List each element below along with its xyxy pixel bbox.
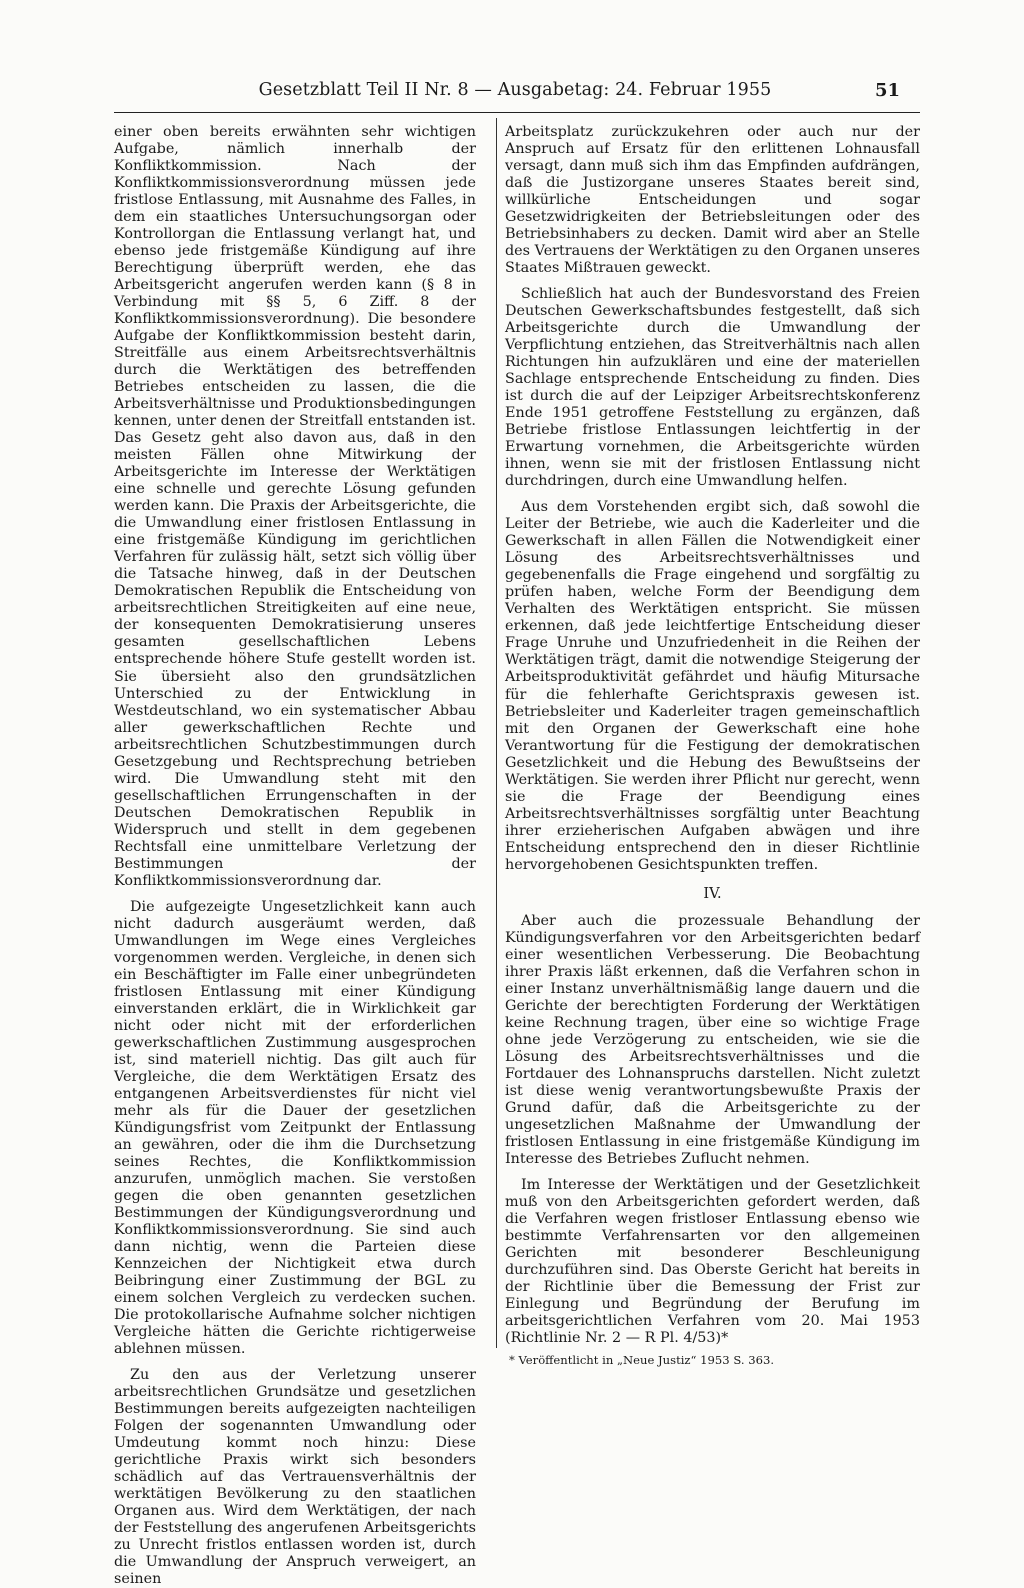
paragraph: einer oben bereits erwähnten sehr wichtigen Aufgabe, nämlich innerhalb der Konfliktkommission. Nach der Konfliktkommissionsverordnung müssen jede fristlose Entlassung, mit Ausnahme des Falles, in dem ein staatliches Untersuchungsorgan oder Kontrollorgan die Entlassung verlangt hat, und ebenso jede fristgemäße Kündigung auf ihre Berechtigung überprüft werden, ehe das Arbeitsgericht angerufen werden kann (§ 8 in Verbindung mit §§ 5, 6 Ziff. 8 der Konfliktkommissionsverordnung). Die besondere Aufgabe der Konfliktkommission besteht darin, Streitfälle aus einem Arbeitsrechtsverhältnis durch die Werktätigen des betreffenden Betriebes entscheiden zu lassen, die die Arbeitsverhältnisse und Produktionsbedingungen kennen, unter denen der Streitfall entstanden ist. Das Gesetz geht also davon aus, daß in den meisten Fällen ohne Mitwirkung der Arbeitsgerichte im Interesse der Werktätigen eine schnelle und gerechte Lösung gefunden werden kann. Die Praxis der Arbeitsgerichte, die die Umwandlung einer fristlosen Entlassung in eine fristgemäße Kündigung im gerichtlichen Verfahren für zulässig hält, setzt sich völlig über die Tatsache hinweg, daß in der Deutschen Demokratischen Republik die Entscheidung von arbeitsrechtlichen Streitigkeiten auf eine neue, der konsequenten Demokratisierung unseres gesamten gesellschaftlichen Lebens entsprechende höhere Stufe gestellt worden ist. Sie übersieht also den grundsätzlichen Unterschied zu der Entwicklung in Westdeutschland, wo ein systematischer Abbau aller gewerkschaftlichen Rechte und arbeitsrechtlichen Schutzbestimmungen durch Gesetzgebung und Rechtsprechung betrieben wird. Die Umwandlung steht mit den gesellschaftlichen Errungenschaften in der Deutschen Demokratischen Republik in Widerspruch und stellt in dem gegebenen Rechtsfall eine unmittelbare Verletzung der Bestimmungen der Konfliktkommissionsverordnung dar. xyxy=(114,124,476,889)
paragraph: Zu den aus der Verletzung unserer arbeitsrechtlichen Grundsätze und gesetzlichen Bestimmungen bereits aufgezeigten nachteiligen Folgen der sogenannten Umwandlung oder Umdeutung kommt noch hinzu: Diese gerichtliche Praxis wirkt sich besonders schädlich auf das Vertrauensverhältnis der werktätigen Bevölkerung zu den staatlichen Organen aus. Wird dem Werktätigen, der nach der Feststellung des angerufenen Arbeitsgerichts zu Unrecht fristlos entlassen worden ist, durch die Umwandlung der Anspruch verweigert, an seinen xyxy=(114,1367,476,1588)
column-divider xyxy=(496,118,497,1348)
page-header xyxy=(200,80,920,110)
footnote: * Veröffentlicht in „Neue Justiz“ 1953 S. 363. xyxy=(509,1353,775,1368)
page-number: 51 xyxy=(874,80,900,101)
paragraph: Schließlich hat auch der Bundesvorstand des Freien Deutschen Gewerkschaftsbundes festgestellt, daß sich Arbeitsgerichte durch die Umwandlung der Verpflichtung entziehen, das Streitverhältnis nach allen Richtungen hin aufzuklären und eine der materiellen Sachlage entsprechende Entscheidung zu finden. Dies ist durch die auf der Leipziger Arbeitsrechtskonferenz Ende 1951 getroffene Feststellung zu ergänzen, daß Betriebe fristlose Entlassungen leichtfertig in der Erwartung vornehmen, die Arbeitsgerichte würden ihnen, wenn sie mit der fristlosen Entlassung nicht durchdringen, durch eine Umwandlung helfen. xyxy=(505,286,920,490)
right-column xyxy=(505,124,920,1367)
section-heading: IV. xyxy=(703,885,722,902)
paragraph: Die aufgezeigte Ungesetzlichkeit kann auch nicht dadurch ausgeräumt werden, daß Umwandlungen im Wege eines Vergleiches vorgenommen werden. Vergleiche, in denen sich ein Beschäftigter im Falle einer unbegründeten fristlosen Entlassung mit einer Kündigung einverstanden erklärt, die in Wirklichkeit gar nicht oder nicht mit der erforderlichen gewerkschaftlichen Zustimmung ausgesprochen ist, sind materiell nichtig. Das gilt auch für Vergleiche, die dem Werktätigen Ersatz des entgangenen Arbeitsverdienstes für nicht viel mehr als für die Dauer der gesetzlichen Kündigungsfrist vom Zeitpunkt der Entlassung an gewähren, oder die ihm die Durchsetzung seines Rechtes, die Konfliktkommission anzurufen, unmöglich machen. Sie verstoßen gegen die oben genannten gesetzlichen Bestimmungen der Kündigungsverordnung und Konfliktkommissionsverordnung. Sie sind auch dann nichtig, wenn die Parteien diese Kennzeichen der Nichtigkeit etwa durch Beibringung einer Zustimmung der BGL zu einem solchen Vergleich zu verdecken suchen. Die protokollarische Aufnahme solcher nichtigen Vergleiche hätten die Gerichte richtigerweise ablehnen müssen. xyxy=(114,898,476,1358)
left-column xyxy=(114,124,476,1588)
paragraph: Aus dem Vorstehenden ergibt sich, daß sowohl die Leiter der Betriebe, wie auch die Kaderleiter und die Gewerkschaft in allen Fällen die Notwendigkeit einer Lösung des Arbeitsrechtsverhältnisses und gegebenenfalls die Frage eingehend und sorgfältig zu prüfen haben, welche Form der Beendigung dem Verhalten des Werktätigen entspricht. Sie müssen erkennen, daß jede leichtfertige Entscheidung dieser Frage Unruhe und Unzufriedenheit in die Reihen der Werktätigen trägt, damit die notwendige Steigerung der Arbeitsproduktivität gefährdet und häufig Mitursache für die fehlerhafte Gerichtspraxis gewesen ist. Betriebsleiter und Kaderleiter tragen gemeinschaftlich mit den Organen der Gewerkschaft eine hohe Verantwortung für die Festigung der demokratischen Gesetzlichkeit und die Hebung des Bewußtseins der Werktätigen. Sie werden ihrer Pflicht nur gerecht, wenn sie die Frage der Beendigung eines Arbeitsrechtsverhältnisses sorgfältig unter Beachtung ihrer erzieherischen Aufgaben abwägen und ihre Entscheidung entsprechend den in dieser Richtlinie hervorgehobenen Gesichtspunkten treffen. xyxy=(505,499,920,873)
running-header-title: Gesetzblatt Teil II Nr. 8 — Ausgabetag: 24. Februar 1955 xyxy=(258,80,772,100)
paragraph: Arbeitsplatz zurückzukehren oder auch nur der Anspruch auf Ersatz für den erlittenen Lohnausfall versagt, dann muß sich ihm das Empfinden aufdrängen, daß die Justizorgane unseres Staates bereit sind, willkürliche Entscheidungen und sogar Gesetzwidrigkeiten der Betriebsleitungen oder des Betriebsinhabers zu decken. Damit wird aber an Stelle des Vertrauens der Werktätigen zu den Organen unseres Staates Mißtrauen geweckt. xyxy=(505,124,920,277)
paragraph: Im Interesse der Werktätigen und der Gesetzlichkeit muß von den Arbeitsgerichten gefordert werden, daß die Verfahren wegen fristloser Entlassung ebenso wie bestimmte Verfahrensarten vor den allgemeinen Gerichten mit besonderer Beschleunigung durchzuführen sind. Das Oberste Gericht hat bereits in der Richtlinie über die Bemessung der Frist zur Einlegung und Begründung der Berufung im arbeitsgerichtlichen Verfahren vom 20. Mai 1953 (Richtlinie Nr. 2 — R Pl. 4/53)* xyxy=(505,1176,920,1347)
header-rule xyxy=(114,112,920,113)
paragraph: Aber auch die prozessuale Behandlung der Kündigungsverfahren vor den Arbeitsgerichten bedarf einer wesentlichen Verbesserung. Die Beobachtung ihrer Praxis läßt erkennen, daß die Verfahren schon in einer Instanz unverhältnismäßig lange dauern und die Gerichte der berechtigten Forderung der Werktätigen keine Rechnung tragen, über eine so wichtige Frage ohne jede Verzögerung zu entscheiden, wie sie die Lösung des Arbeitsrechtsverhältnisses und die Fortdauer des Lohnanspruchs darstellen. Nicht zuletzt ist diese wenig verantwortungsbewußte Praxis der Grund dafür, daß die Arbeitsgerichte zu der ungesetzlichen Maßnahme der Umwandlung der fristlosen Entlassung in eine fristgemäße Kündigung im Interesse des Betriebes Zuflucht nehmen. xyxy=(505,912,920,1167)
